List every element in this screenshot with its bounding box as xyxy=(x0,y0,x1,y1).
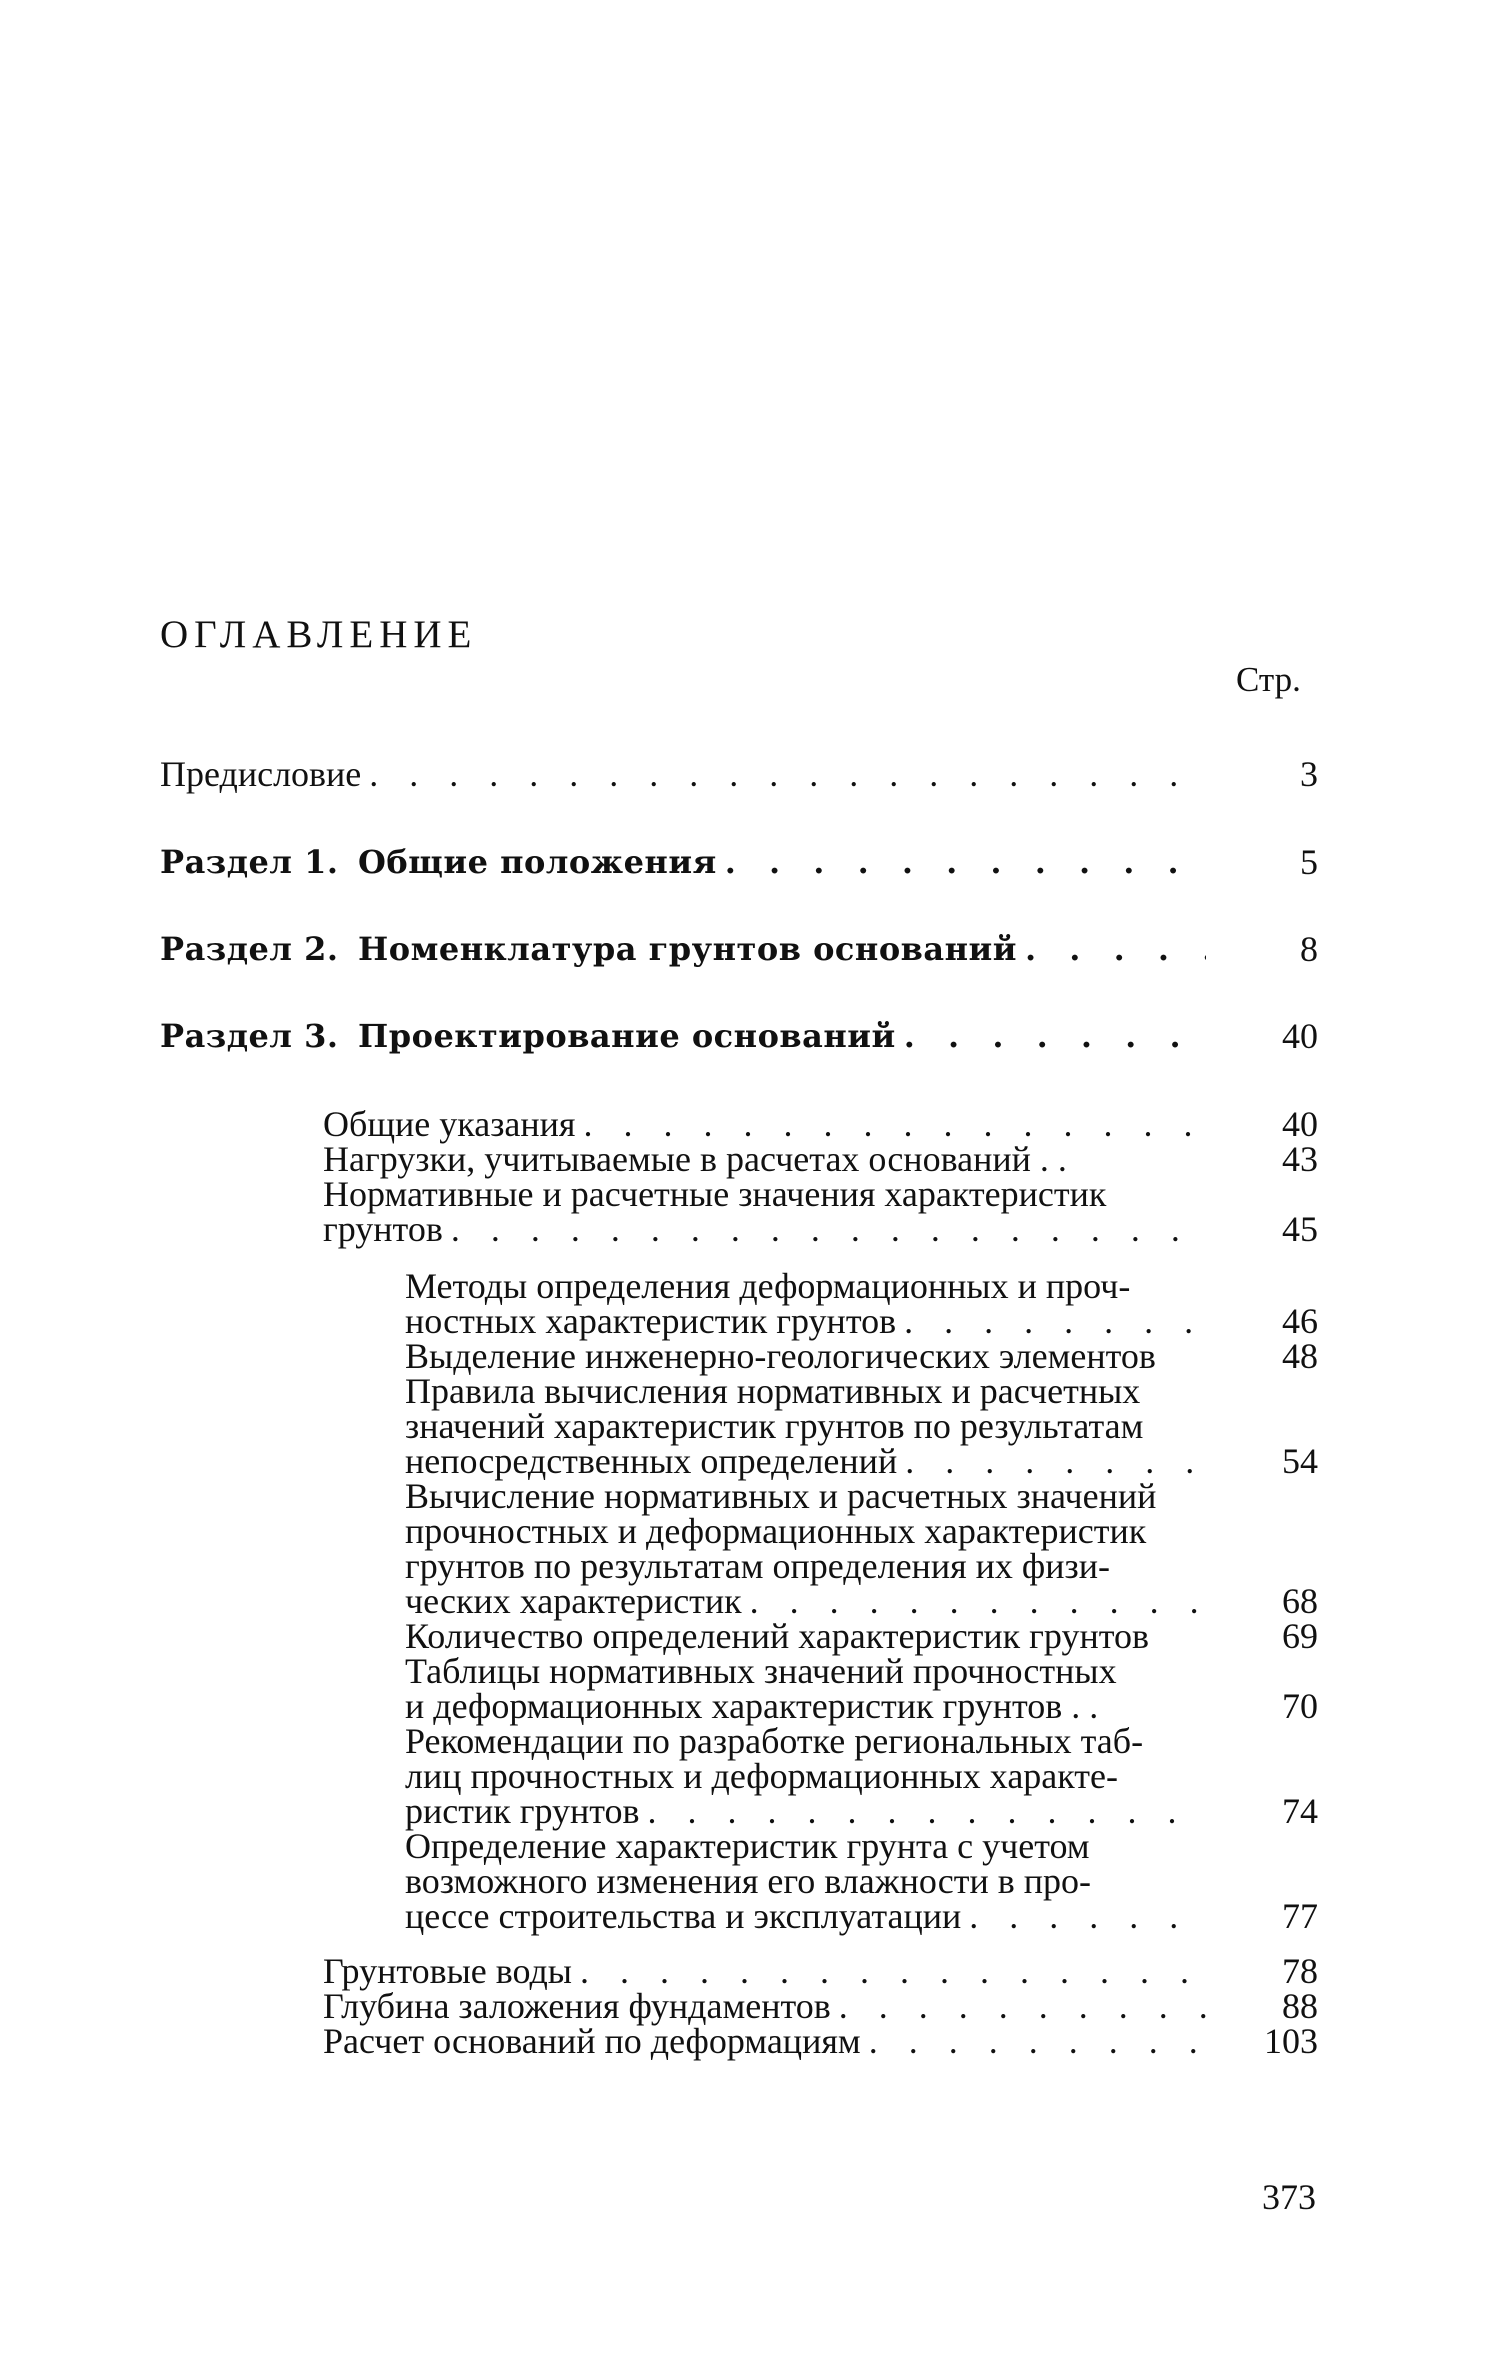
toc-entry-tables-cont[interactable]: и деформационных характеристик грунтов . . xyxy=(405,1686,1099,1726)
toc-entry-general-instructions[interactable]: Общие указания . . . xyxy=(323,1106,1210,1142)
page-number: 70 xyxy=(1282,1686,1318,1726)
toc-entry-section-3[interactable]: Раздел 3. Проектирование оснований . . . xyxy=(160,1018,1210,1054)
toc-entry-tables[interactable]: Таблицы нормативных значений прочностных xyxy=(405,1651,1117,1691)
page-column-label: Стр. xyxy=(1236,660,1301,699)
page-number: 40 xyxy=(1282,1104,1318,1144)
toc-entry-normative-values-cont[interactable]: грунтов . . . xyxy=(323,1211,1210,1247)
toc-entry-depth[interactable]: Глубина заложения фундаментов . . . xyxy=(323,1988,1210,2024)
page-number: 88 xyxy=(1282,1986,1318,2026)
page-number: 69 xyxy=(1282,1616,1318,1656)
toc-entry-calc-values-cont2[interactable]: грунтов по результатам определения их физи- xyxy=(405,1546,1110,1586)
toc-entry-preface[interactable]: Предисловие . . . xyxy=(160,756,1210,792)
page-number: 48 xyxy=(1282,1336,1318,1376)
page-number: 46 xyxy=(1282,1301,1318,1341)
toc-entry-count[interactable]: Количество определений характеристик грунтов xyxy=(405,1616,1149,1656)
toc-entry-moisture-cont2[interactable]: цессе строительства и эксплуатации . . . xyxy=(405,1898,1210,1934)
toc-entry-elements[interactable]: Выделение инженерно-геологических элементов xyxy=(405,1336,1156,1376)
page-number: 54 xyxy=(1282,1441,1318,1481)
page-title: ОГЛАВЛЕНИЕ xyxy=(160,613,478,656)
toc-entry-calc-rules-cont[interactable]: значений характеристик грунтов по результатам xyxy=(405,1406,1144,1446)
toc-entry-calc-values-cont[interactable]: прочностных и деформационных характеристик xyxy=(405,1511,1147,1551)
page-number: 45 xyxy=(1282,1209,1318,1249)
page-number: 5 xyxy=(1300,842,1318,882)
page-number: 8 xyxy=(1300,929,1318,969)
toc-entry-recommendations[interactable]: Рекомендации по разработке региональных таб- xyxy=(405,1721,1144,1761)
toc-entry-groundwater[interactable]: Грунтовые воды . . . xyxy=(323,1953,1210,1989)
page-number: 3 xyxy=(1300,754,1318,794)
page-folio: 373 xyxy=(1262,2177,1316,2217)
toc-entry-calc-rules[interactable]: Правила вычисления нормативных и расчетных xyxy=(405,1371,1141,1411)
page-number: 78 xyxy=(1282,1951,1318,1991)
toc-entry-section-1[interactable]: Раздел 1. Общие положения . . . xyxy=(160,844,1210,880)
toc-entry-methods-cont[interactable]: ностных характеристик грунтов . . . xyxy=(405,1303,1210,1339)
toc-entry-calc-values-cont3[interactable]: ческих характеристик . . . xyxy=(405,1583,1210,1619)
toc-entry-recommendations-cont[interactable]: лиц прочностных и деформационных характе- xyxy=(405,1756,1119,1796)
toc-entry-moisture[interactable]: Определение характеристик грунта с учетом xyxy=(405,1826,1090,1866)
toc-entry-normative-values[interactable]: Нормативные и расчетные значения характеристик xyxy=(323,1174,1107,1214)
toc-entry-moisture-cont[interactable]: возможного изменения его влажности в про- xyxy=(405,1861,1092,1901)
toc-entry-loads[interactable]: Нагрузки, учитываемые в расчетах оснований . . xyxy=(323,1139,1067,1179)
page-number: 77 xyxy=(1282,1896,1318,1936)
page-number: 68 xyxy=(1282,1581,1318,1621)
toc-entry-section-2[interactable]: Раздел 2. Номенклатура грунтов оснований . . . xyxy=(160,931,1210,967)
toc-entry-deformation-calc[interactable]: Расчет оснований по деформациям . . . xyxy=(323,2023,1210,2059)
page-number: 103 xyxy=(1264,2021,1318,2061)
page-number: 40 xyxy=(1282,1016,1318,1056)
toc-entry-calc-rules-cont2[interactable]: непосредственных определений . . . xyxy=(405,1443,1210,1479)
toc-entry-calc-values[interactable]: Вычисление нормативных и расчетных значений xyxy=(405,1476,1157,1516)
toc-entry-recommendations-cont2[interactable]: ристик грунтов . . . xyxy=(405,1793,1210,1829)
page-number: 74 xyxy=(1282,1791,1318,1831)
page-number: 43 xyxy=(1282,1139,1318,1179)
toc-entry-methods[interactable]: Методы определения деформационных и проч- xyxy=(405,1266,1131,1306)
